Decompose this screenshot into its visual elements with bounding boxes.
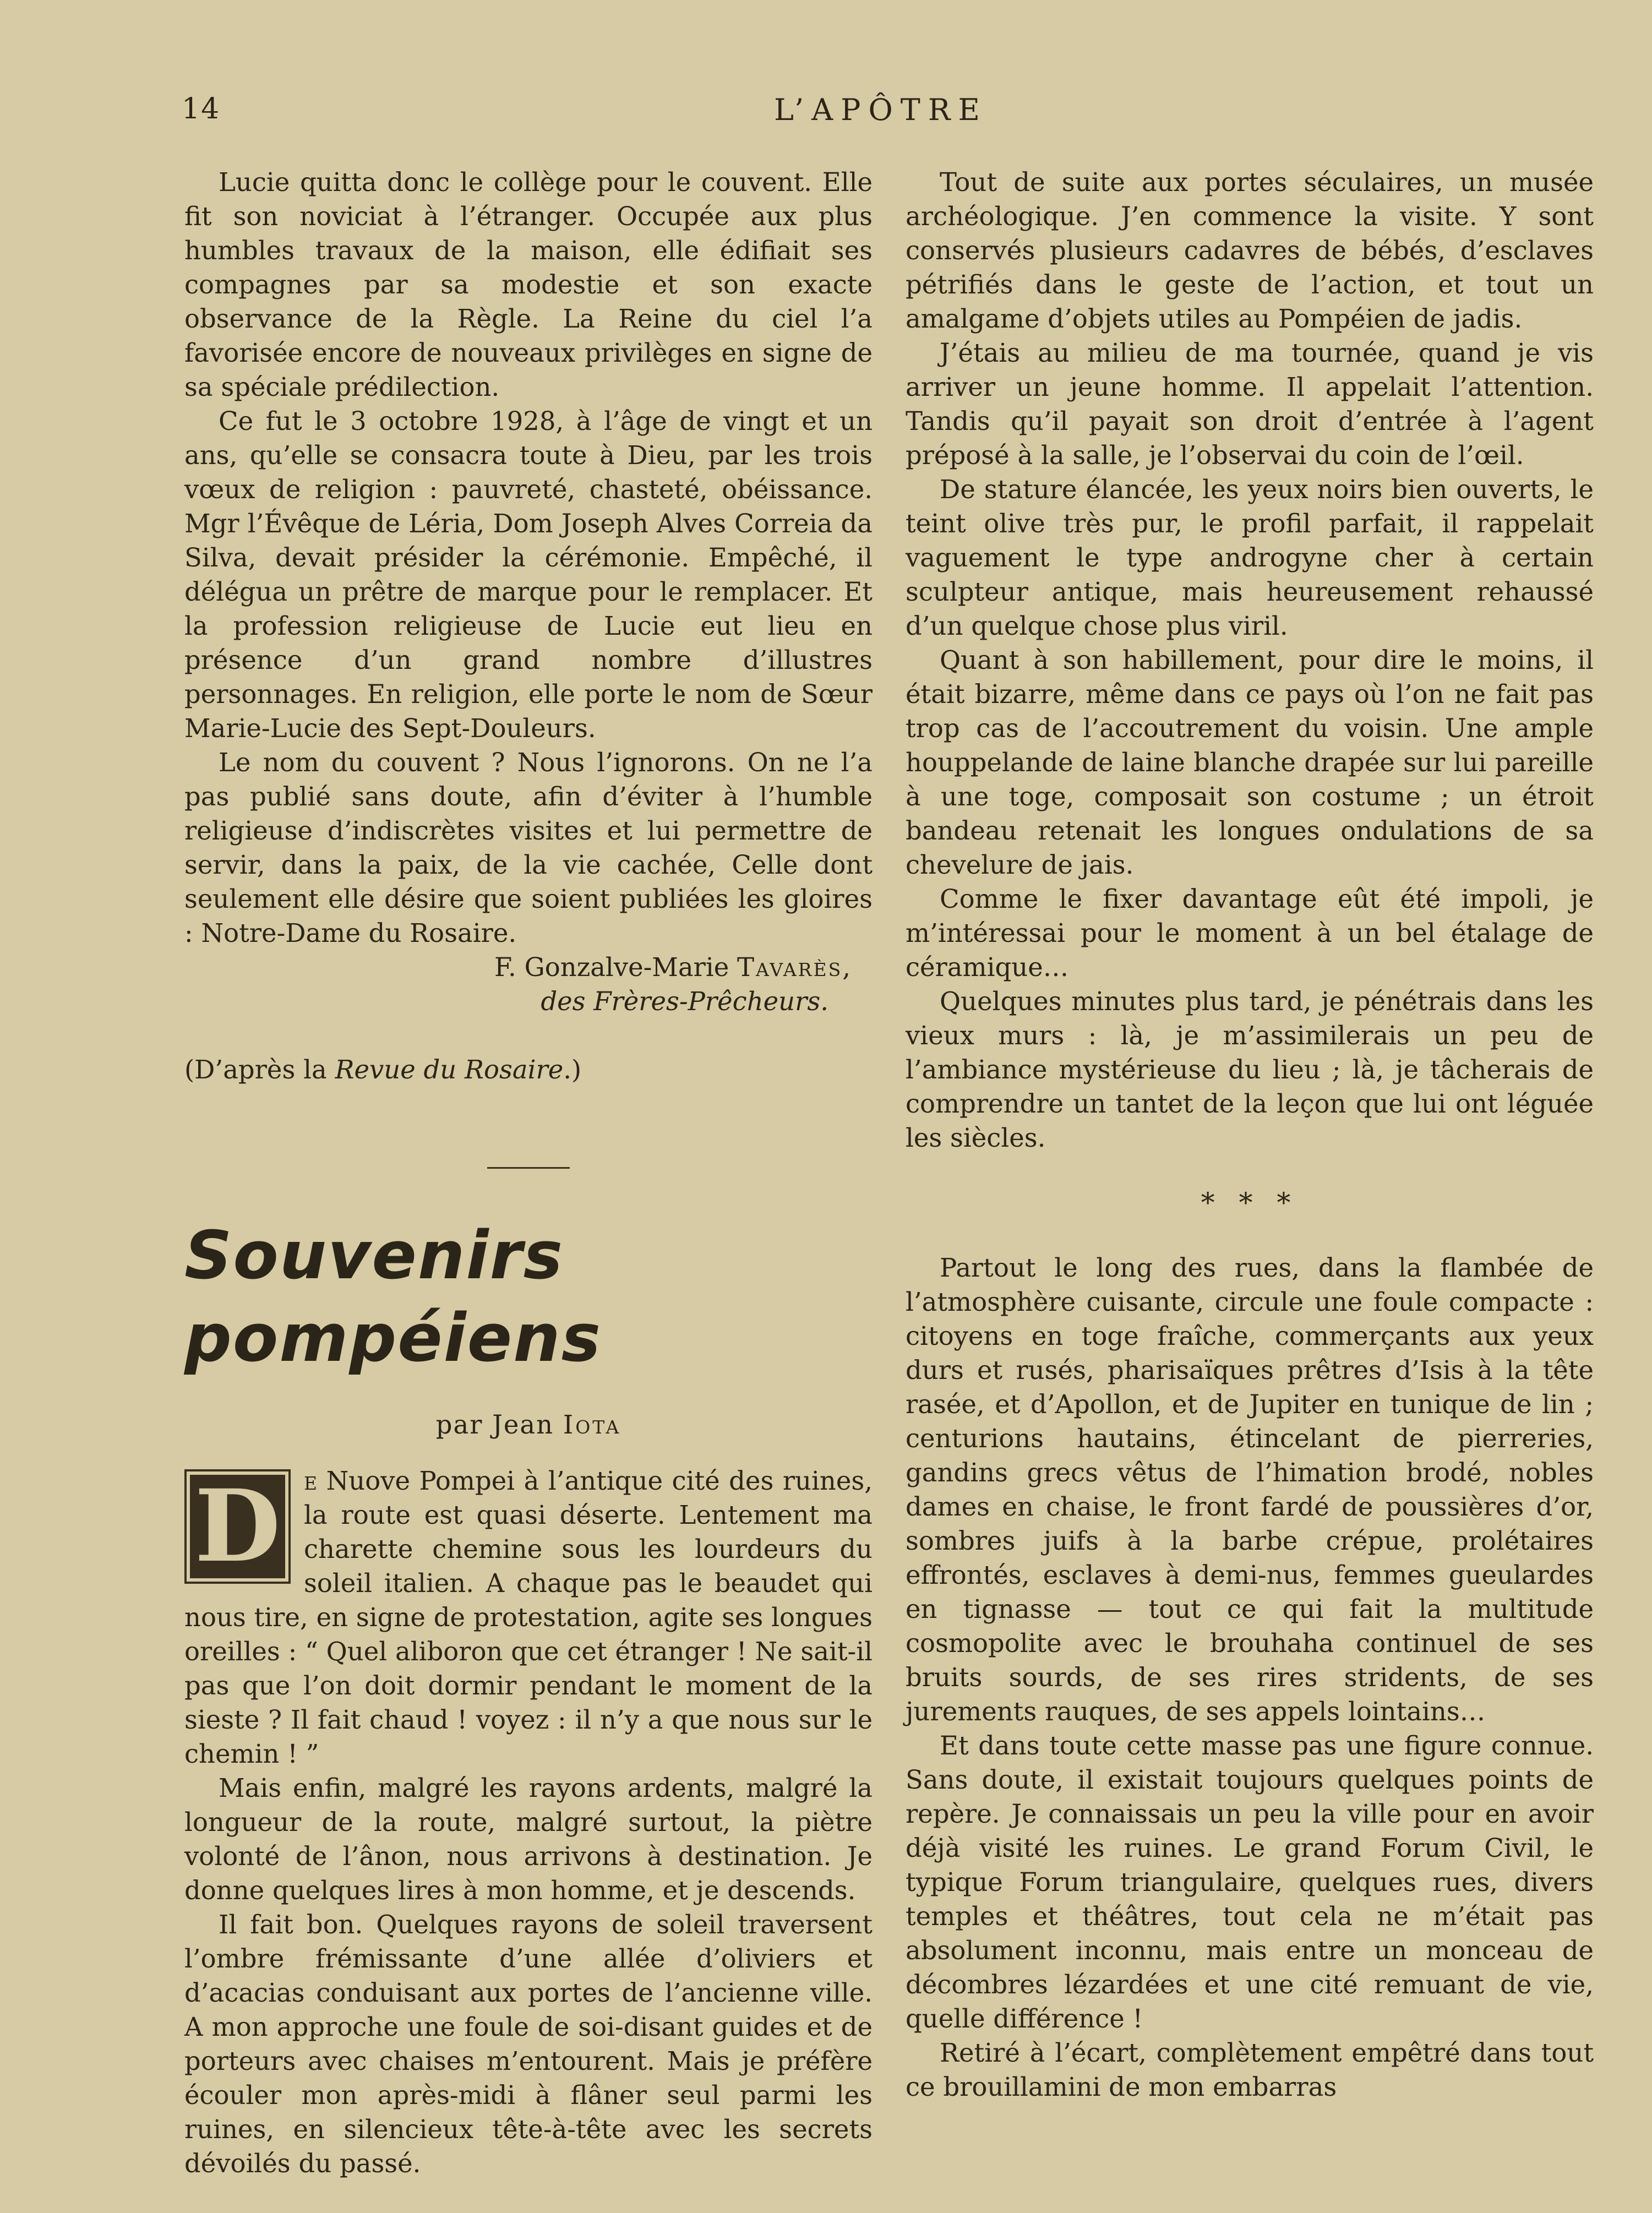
paragraph: Et dans toute cette masse pas une figure connue. Sans doute, il existait toujours quelques points de repère. Je connaissais un peu la ville pour en avoir déjà visité les ruines. Le grand Forum Civil, le typique Forum triangulaire, quelques rues, divers temples et théâtres, tout cela ne m’était pas absolument inconnu, mais entre un monceau de décombres lézardées et une cité remuant de vie, quelle différence ! [906, 1731, 1594, 2034]
journal-title: L’APÔTRE [774, 92, 988, 127]
byline-author: Iota [563, 1410, 621, 1440]
signature-prefix: F. Gonzalve-Marie [494, 952, 738, 982]
signature-order: des Frères-Prêcheurs. [541, 986, 828, 1016]
right-column [906, 165, 1594, 2104]
paragraph: Mais enfin, malgré les rayons ardents, malgré la longueur de la route, malgré surtout, la piètre volonté de l’ânon, nous arrivons à destination. Je donne quelques lires à mon homme, et je descends. [184, 1773, 873, 1905]
paragraph: De stature élancée, les yeux noirs bien ouverts, le teint olive très pur, le profil parfait, il rappelait vaguement le type androgyne cher à certain sculpteur antique, mais heureusement rehaussé d’un quelque chose plus viril. [906, 475, 1594, 641]
paragraph: Ce fut le 3 octobre 1928, à l’âge de vingt et un ans, qu’elle se consacra toute à Dieu, par les trois vœux de religion : pauvreté, chasteté, obéissance. Mgr l’Évêque de Léria, Dom Joseph Alves Correia da Silva, devait présider la cérémonie. Empêché, il délégua un prêtre de marque pour le remplacer. Et la profession religieuse de Lucie eut lieu en présence d’un grand nombre d’illustres personnages. En religion, elle porte le nom de Sœur Marie-Lucie des Sept-Douleurs. [184, 406, 873, 743]
source-title: Revue du Rosaire [335, 1055, 564, 1084]
dropcap-rest: e [304, 1466, 318, 1496]
page-header [182, 92, 1580, 137]
paragraph: Quant à son habillement, pour dire le moins, il était bizarre, même dans ce pays où l’on ne fait pas trop cas de l’accoutrement du voisin. Une ample houppelande de laine blanche drapée sur lui pareille à une toge, composait son costume ; un étroit bandeau retenait les longues ondulations de sa chevelure de jais. [906, 645, 1594, 880]
paragraph: Le nom du couvent ? Nous l’ignorons. On ne l’a pas publié sans doute, afin d’éviter à l’humble religieuse d’indiscrètes visites et lui permettre de servir, dans la paix, de la vie cachée, Celle dont seulement elle désire que soient publiées les gloires : Notre-Dame du Rosaire. [184, 748, 873, 948]
source-suffix: .) [563, 1055, 582, 1084]
paragraph: Lucie quitta donc le collège pour le couvent. Elle fit son noviciat à l’étranger. Occupée aux plus humbles travaux de la maison, elle édifiait ses compagnes par sa modestie et son exacte observance de la Règle. La Reine du ciel l’a favorisée encore de nouveaux privilèges en signe de sa spéciale prédilection. [184, 167, 873, 402]
paragraph: Tout de suite aux portes séculaires, un musée archéologique. J’en commence la visite. Y sont conservés plusieurs cadavres de bébés, d’esclaves pétrifiés dans le geste de l’action, et tout un amalgame d’objets utiles au Pompéien de jadis. [906, 167, 1594, 334]
section-divider [487, 1167, 570, 1169]
dropcap-letter: D [184, 1469, 291, 1584]
paragraph: Il fait bon. Quelques rayons de soleil traversent l’ombre frémissante d’une allée d’oliviers et d’acacias conduisant aux portes de l’ancienne ville. A mon approche une foule de soi-disant guides et de porteurs avec chaises m’entourent. Mais je préfère écouler mon après-midi à flâner seul parmi les ruines, en silencieux tête-à-tête avec les secrets dévoilés du passé. [184, 1910, 873, 2178]
article-title: Souvenirs pompéiens [184, 1218, 602, 1377]
signature-name [184, 950, 873, 984]
paragraph: Partout le long des rues, dans la flambée de l’atmosphère cuisante, circule une foule compacte : citoyens en toge fraîche, commerçants aux yeux durs et rusés, pharisaïques prêtres d’Isis à la tête rasée, et d’Apollon, et de Jupiter en tunique de lin ; centurions hautains, étincelant de pierreries, gandins grecs vêtus de l’himation brodé, nobles dames en chaise, le front fardé de poussières d’or, sombres juifs à la barbe crépue, prolétaires effrontés, esclaves à demi-nus, femmes gueulardes en tignasse — tout ce qui fait la multitude cosmopolite avec le brouhaha continuel de ses bruits sourds, de ses rires stridents, de ses jurements rauques, de ses appels lointains… [906, 1253, 1594, 1726]
left-column [184, 165, 873, 2181]
paragraph: J’étais au milieu de ma tournée, quand je vis arriver un jeune homme. Il appelait l’attention. Tandis qu’il payait son droit d’entrée à l’agent préposé à la salle, je l’observai du coin de l’œil. [906, 338, 1594, 470]
source-note [184, 1053, 873, 1087]
paragraph: Quelques minutes plus tard, je pénétrais dans les vieux murs : là, je m’assimilerais un peu de l’ambiance mystérieuse du lieu ; là, je tâcherais de comprendre un tantet de la leçon que lui ont léguée les siècles. [906, 986, 1594, 1153]
opening-text: Nuove Pompei à l’antique cité des ruines, la route est quasi déserte. Lentement ma charette chemine sous les lourdeurs du soleil italien. A chaque pas le beaudet qui nous tire, en signe de protestation, agite ses longues oreilles : “ Quel aliboron que cet étranger ! Ne sait-il pas que l’on doit dormir pendant le moment de la sieste ? Il fait chaud ! voyez : il n’y a que nous sur le chemin ! ” [184, 1466, 873, 1769]
signature-suffix: , [842, 952, 850, 982]
byline-prefix: par Jean [435, 1410, 563, 1440]
paragraph: Retiré à l’écart, complètement empêtré dans tout ce brouillamini de mon embarras [906, 2038, 1594, 2102]
byline [184, 1408, 873, 1442]
section-break-stars: * * * [1201, 1187, 1299, 1219]
paragraph: Comme le fixer davantage eût été impoli, je m’intéressai pour le moment à un bel étalage de céramique… [906, 884, 1594, 982]
source-prefix: (D’après la [184, 1055, 335, 1084]
opening-paragraph [184, 1464, 873, 1771]
page-number: 14 [182, 92, 221, 126]
signature-surname: Tavarès [737, 952, 843, 982]
